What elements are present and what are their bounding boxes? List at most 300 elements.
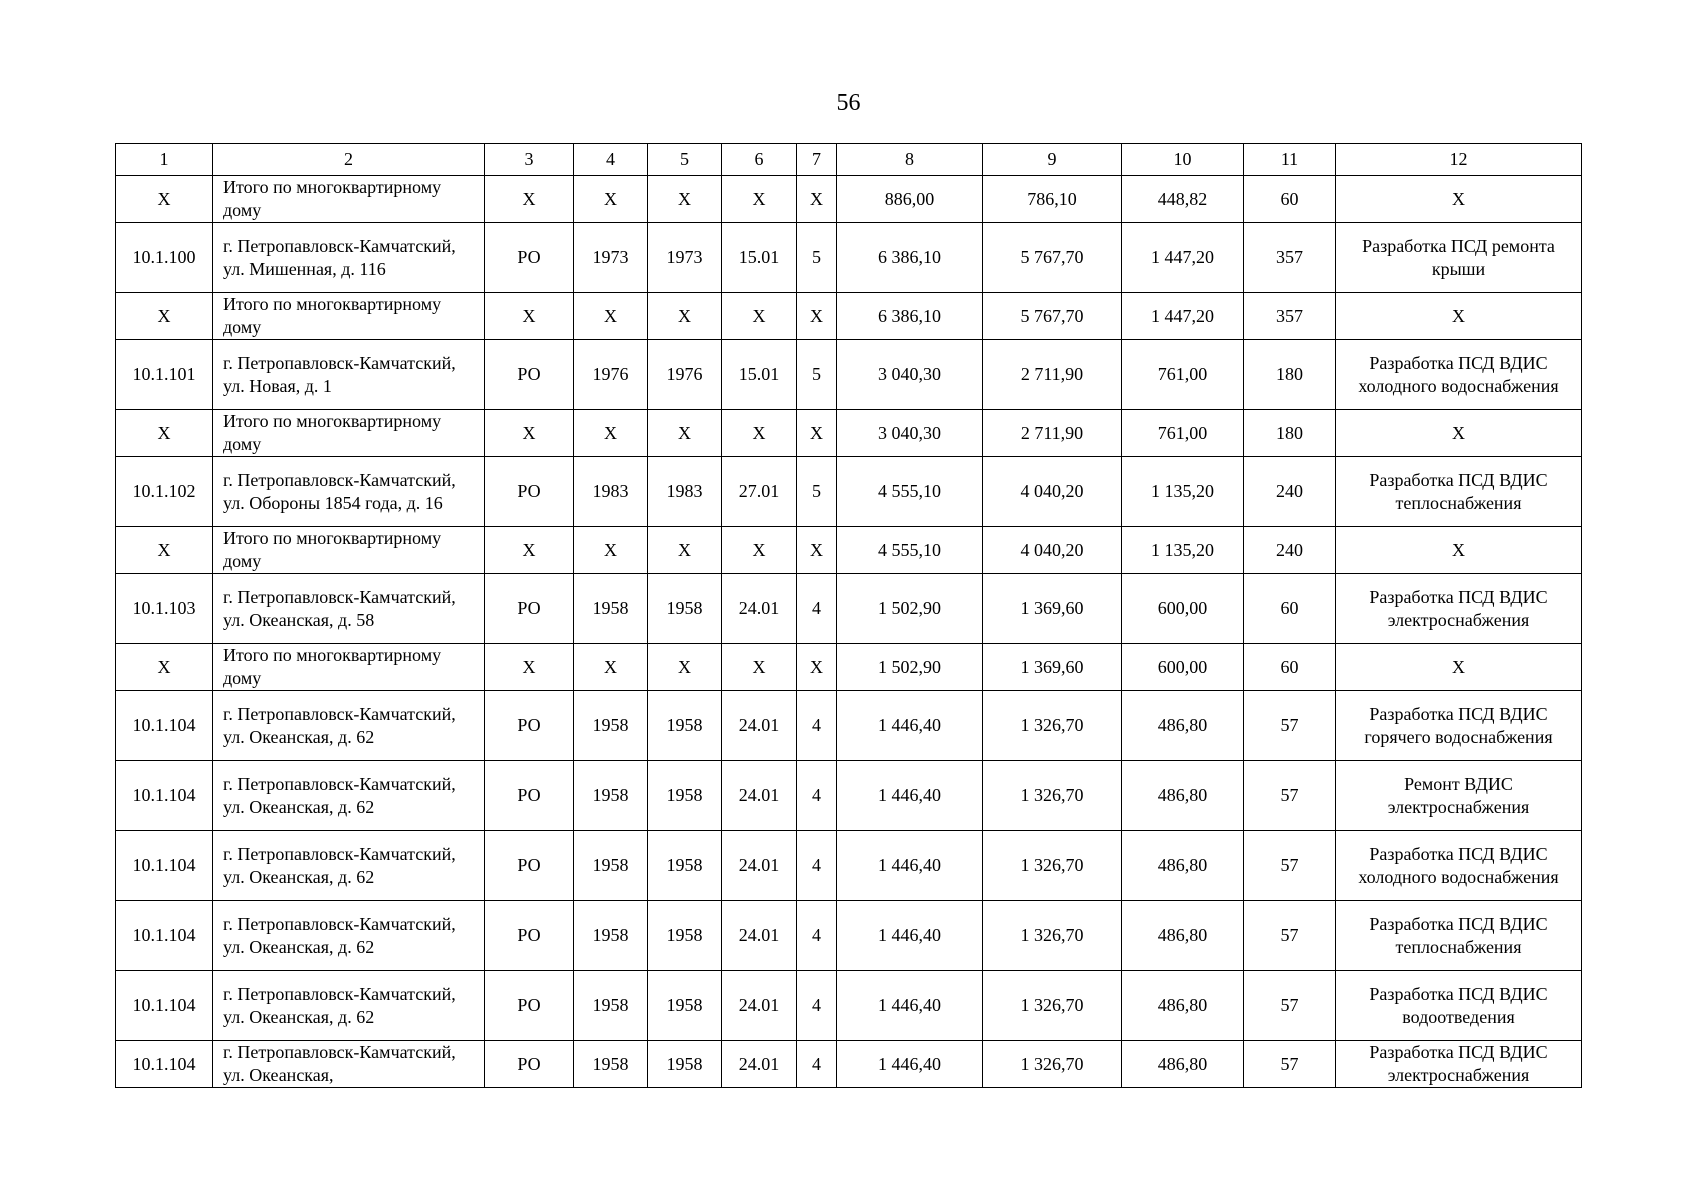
- work-type-text: Разработка ПСД ВДИС электроснабжения: [1369, 1042, 1548, 1085]
- owner-type-text: РО: [517, 247, 541, 267]
- floors-cell: [797, 901, 837, 971]
- floors-cell: [797, 971, 837, 1041]
- date-cell: [722, 901, 797, 971]
- owner-type-cell: [485, 761, 574, 831]
- year-built-cell: [574, 293, 648, 340]
- total-area-text: 3 040,30: [878, 364, 941, 384]
- year-built-text: 1958: [592, 1053, 629, 1074]
- floors-text: 4: [812, 855, 821, 875]
- living-area-cell: [983, 176, 1122, 223]
- column-number-cell: 4: [574, 144, 648, 176]
- address-text: г. Петропавловск-Камчатский, ул. Океанская,: [223, 1042, 456, 1085]
- residents-text: 57: [1280, 925, 1299, 945]
- cost-text: 486,80: [1157, 925, 1208, 945]
- owner-type-text: РО: [517, 715, 541, 735]
- year-commission-text: Х: [678, 188, 691, 209]
- date-text: 24.01: [738, 855, 780, 875]
- owner-type-cell: [485, 901, 574, 971]
- address-cell: [213, 223, 485, 293]
- residents-text: 57: [1280, 995, 1299, 1015]
- owner-type-cell: [485, 527, 574, 574]
- floors-cell: [797, 644, 837, 691]
- owner-type-cell: [485, 574, 574, 644]
- work-type-text: Разработка ПСД ВДИС теплоснабжения: [1369, 469, 1548, 513]
- year-built-cell: [574, 574, 648, 644]
- column-number-cell: 11: [1244, 144, 1336, 176]
- year-built-cell: [574, 831, 648, 901]
- house-total-row: [116, 527, 1582, 574]
- year-built-cell: [574, 223, 648, 293]
- year-commission-cell: [648, 574, 722, 644]
- date-text: 24.01: [738, 995, 780, 1015]
- column-number-cell: 6: [722, 144, 797, 176]
- address-text: Итого по многоквартирному дому: [223, 528, 442, 571]
- total-area-text: 4 555,10: [878, 481, 941, 501]
- date-text: 24.01: [738, 598, 780, 618]
- owner-type-text: Х: [522, 422, 536, 443]
- address-text: г. Петропавловск-Камчатский, ул. Океанская, д. 62: [223, 843, 456, 887]
- table-body: [116, 144, 1582, 1088]
- address-cell: [213, 971, 485, 1041]
- total-area-text: 3 040,30: [878, 422, 941, 443]
- year-commission-cell: [648, 644, 722, 691]
- cost-text: 761,00: [1157, 364, 1208, 384]
- residents-text: 57: [1280, 715, 1299, 735]
- living-area-cell: [983, 644, 1122, 691]
- row-id-text: Х: [157, 305, 171, 326]
- residents-text: 57: [1280, 1053, 1299, 1074]
- cost-text: 486,80: [1157, 995, 1208, 1015]
- year-commission-cell: [648, 1041, 722, 1088]
- address-cell: [213, 457, 485, 527]
- floors-cell: [797, 293, 837, 340]
- house-row: [116, 761, 1582, 831]
- owner-type-cell: [485, 1041, 574, 1088]
- year-commission-text: 1958: [666, 598, 703, 618]
- cost-text: 1 135,20: [1151, 539, 1214, 560]
- column-number-cell: 10: [1122, 144, 1244, 176]
- floors-cell: [797, 761, 837, 831]
- residents-cell: [1244, 527, 1336, 574]
- residents-cell: [1244, 176, 1336, 223]
- cost-text: 486,80: [1157, 785, 1208, 805]
- cost-cell: [1122, 457, 1244, 527]
- year-commission-text: 1958: [666, 785, 703, 805]
- work-type-cell: [1336, 176, 1582, 223]
- total-area-text: 1 446,40: [878, 855, 941, 875]
- owner-type-text: РО: [517, 598, 541, 618]
- total-area-text: 6 386,10: [878, 305, 941, 326]
- work-type-text: Разработка ПСД ремонта крыши: [1362, 235, 1555, 279]
- house-total-row: [116, 410, 1582, 457]
- total-area-text: 1 502,90: [878, 598, 941, 618]
- floors-text: 4: [812, 598, 821, 618]
- living-area-text: 4 040,20: [1020, 539, 1084, 560]
- owner-type-cell: [485, 691, 574, 761]
- work-type-cell: [1336, 527, 1582, 574]
- floors-text: Х: [810, 305, 823, 326]
- work-type-text: Разработка ПСД ВДИС холодного водоснабжения: [1358, 843, 1559, 887]
- work-type-text: Разработка ПСД ВДИС горячего водоснабжения: [1364, 703, 1553, 747]
- year-commission-text: 1976: [666, 364, 703, 384]
- floors-text: Х: [810, 422, 823, 443]
- living-area-text: 2 711,90: [1020, 422, 1084, 443]
- column-number-cell: 12: [1336, 144, 1582, 176]
- house-row: [116, 971, 1582, 1041]
- floors-cell: [797, 340, 837, 410]
- work-type-cell: [1336, 644, 1582, 691]
- row-id-cell: [116, 831, 213, 901]
- cost-text: 486,80: [1157, 1053, 1208, 1074]
- address-text: Итого по многоквартирному дому: [223, 177, 442, 220]
- total-area-cell: [837, 1041, 983, 1088]
- living-area-cell: [983, 761, 1122, 831]
- total-area-cell: [837, 410, 983, 457]
- work-type-cell: [1336, 457, 1582, 527]
- owner-type-text: РО: [517, 995, 541, 1015]
- living-area-cell: [983, 293, 1122, 340]
- total-area-cell: [837, 223, 983, 293]
- row-id-cell: [116, 1041, 213, 1088]
- living-area-text: 1 326,70: [1020, 715, 1084, 735]
- floors-text: 4: [812, 715, 821, 735]
- cost-cell: [1122, 1041, 1244, 1088]
- row-id-text: 10.1.104: [132, 855, 196, 875]
- total-area-cell: [837, 457, 983, 527]
- owner-type-text: Х: [522, 539, 536, 560]
- owner-type-text: РО: [517, 364, 541, 384]
- living-area-text: 1 369,60: [1020, 656, 1084, 677]
- year-commission-text: Х: [678, 305, 691, 326]
- year-commission-cell: [648, 410, 722, 457]
- living-area-text: 1 326,70: [1020, 995, 1084, 1015]
- year-built-cell: [574, 761, 648, 831]
- living-area-text: 5 767,70: [1020, 247, 1084, 267]
- total-area-cell: [837, 971, 983, 1041]
- year-built-text: Х: [604, 539, 617, 560]
- address-cell: [213, 527, 485, 574]
- living-area-text: 1 369,60: [1020, 598, 1084, 618]
- floors-cell: [797, 176, 837, 223]
- year-built-cell: [574, 1041, 648, 1088]
- column-number-cell: 2: [213, 144, 485, 176]
- row-id-cell: [116, 340, 213, 410]
- year-commission-text: Х: [678, 539, 691, 560]
- total-area-cell: [837, 527, 983, 574]
- living-area-text: 1 326,70: [1020, 1053, 1084, 1074]
- owner-type-cell: [485, 410, 574, 457]
- address-cell: [213, 691, 485, 761]
- house-total-row: [116, 644, 1582, 691]
- owner-type-text: Х: [522, 305, 536, 326]
- house-row: [116, 223, 1582, 293]
- residents-cell: [1244, 831, 1336, 901]
- living-area-cell: [983, 574, 1122, 644]
- register-table: [115, 143, 1582, 1088]
- column-number-cell: 9: [983, 144, 1122, 176]
- total-area-cell: [837, 644, 983, 691]
- residents-text: 357: [1276, 305, 1303, 326]
- year-built-text: 1958: [592, 995, 629, 1015]
- floors-cell: [797, 457, 837, 527]
- row-id-cell: [116, 691, 213, 761]
- owner-type-text: РО: [517, 925, 541, 945]
- address-cell: [213, 410, 485, 457]
- date-cell: [722, 410, 797, 457]
- year-built-cell: [574, 901, 648, 971]
- column-number-cell: 3: [485, 144, 574, 176]
- date-cell: [722, 223, 797, 293]
- living-area-text: 1 326,70: [1020, 925, 1084, 945]
- work-type-cell: [1336, 831, 1582, 901]
- residents-cell: [1244, 293, 1336, 340]
- residents-text: 357: [1276, 247, 1303, 267]
- date-cell: [722, 644, 797, 691]
- floors-text: 4: [812, 925, 821, 945]
- address-text: г. Петропавловск-Камчатский, ул. Мишенная, д. 116: [223, 235, 456, 279]
- year-built-text: Х: [604, 188, 617, 209]
- owner-type-text: Х: [522, 188, 536, 209]
- living-area-text: 5 767,70: [1020, 305, 1084, 326]
- total-area-cell: [837, 761, 983, 831]
- work-type-cell: [1336, 293, 1582, 340]
- total-area-cell: [837, 691, 983, 761]
- total-area-text: 1 446,40: [878, 1053, 941, 1074]
- owner-type-text: РО: [517, 1053, 541, 1074]
- date-cell: [722, 574, 797, 644]
- row-id-text: 10.1.104: [132, 925, 196, 945]
- year-commission-cell: [648, 691, 722, 761]
- living-area-cell: [983, 691, 1122, 761]
- cost-text: 486,80: [1157, 715, 1208, 735]
- address-cell: [213, 340, 485, 410]
- year-built-cell: [574, 971, 648, 1041]
- total-area-cell: [837, 293, 983, 340]
- column-number-cell: 1: [116, 144, 213, 176]
- date-text: 24.01: [738, 785, 780, 805]
- residents-cell: [1244, 971, 1336, 1041]
- residents-text: 60: [1280, 656, 1299, 677]
- row-id-text: 10.1.100: [132, 247, 196, 267]
- floors-cell: [797, 831, 837, 901]
- living-area-text: 1 326,70: [1020, 785, 1084, 805]
- year-commission-cell: [648, 176, 722, 223]
- work-type-cell: [1336, 691, 1582, 761]
- year-built-cell: [574, 527, 648, 574]
- row-id-cell: [116, 176, 213, 223]
- owner-type-cell: [485, 340, 574, 410]
- column-number-cell: 7: [797, 144, 837, 176]
- address-cell: [213, 831, 485, 901]
- year-commission-cell: [648, 901, 722, 971]
- year-commission-text: Х: [678, 422, 691, 443]
- year-commission-cell: [648, 340, 722, 410]
- cost-cell: [1122, 971, 1244, 1041]
- living-area-text: 2 711,90: [1020, 364, 1084, 384]
- row-id-text: Х: [157, 656, 171, 677]
- year-commission-cell: [648, 831, 722, 901]
- date-cell: [722, 457, 797, 527]
- work-type-cell: [1336, 223, 1582, 293]
- year-commission-cell: [648, 457, 722, 527]
- year-built-text: Х: [604, 305, 617, 326]
- column-number-cell: 5: [648, 144, 722, 176]
- floors-text: Х: [810, 539, 823, 560]
- living-area-cell: [983, 457, 1122, 527]
- year-built-cell: [574, 691, 648, 761]
- date-cell: [722, 761, 797, 831]
- year-commission-text: 1958: [666, 855, 703, 875]
- year-commission-cell: [648, 527, 722, 574]
- address-text: Итого по многоквартирному дому: [223, 294, 442, 337]
- work-type-cell: [1336, 1041, 1582, 1088]
- cost-cell: [1122, 761, 1244, 831]
- residents-text: 57: [1280, 785, 1299, 805]
- total-area-cell: [837, 831, 983, 901]
- cost-cell: [1122, 340, 1244, 410]
- residents-cell: [1244, 1041, 1336, 1088]
- cost-text: 448,82: [1157, 188, 1208, 209]
- house-row: [116, 691, 1582, 761]
- floors-text: Х: [810, 656, 823, 677]
- floors-cell: [797, 574, 837, 644]
- address-cell: [213, 901, 485, 971]
- work-type-cell: [1336, 901, 1582, 971]
- row-id-cell: [116, 761, 213, 831]
- row-id-text: 10.1.104: [132, 995, 196, 1015]
- row-id-cell: [116, 901, 213, 971]
- address-text: г. Петропавловск-Камчатский, ул. Океанская, д. 58: [223, 586, 456, 630]
- residents-text: 240: [1276, 539, 1303, 560]
- cost-text: 486,80: [1157, 855, 1208, 875]
- work-type-cell: [1336, 971, 1582, 1041]
- address-cell: [213, 176, 485, 223]
- floors-cell: [797, 527, 837, 574]
- address-text: Итого по многоквартирному дому: [223, 411, 442, 454]
- total-area-text: 886,00: [884, 188, 935, 209]
- cost-text: 761,00: [1157, 422, 1208, 443]
- owner-type-cell: [485, 223, 574, 293]
- owner-type-cell: [485, 644, 574, 691]
- house-row: [116, 574, 1582, 644]
- date-text: 24.01: [738, 925, 780, 945]
- row-id-cell: [116, 410, 213, 457]
- row-id-text: 10.1.101: [132, 364, 196, 384]
- address-cell: [213, 644, 485, 691]
- residents-cell: [1244, 691, 1336, 761]
- year-built-cell: [574, 176, 648, 223]
- row-id-text: 10.1.104: [132, 1053, 196, 1074]
- year-built-text: 1958: [592, 925, 629, 945]
- year-commission-text: 1958: [666, 1053, 703, 1074]
- year-built-cell: [574, 410, 648, 457]
- floors-cell: [797, 691, 837, 761]
- year-built-cell: [574, 340, 648, 410]
- living-area-text: 786,10: [1027, 188, 1077, 209]
- cost-cell: [1122, 691, 1244, 761]
- date-text: Х: [752, 656, 766, 677]
- work-type-cell: [1336, 761, 1582, 831]
- date-cell: [722, 831, 797, 901]
- date-text: Х: [752, 188, 766, 209]
- column-number-row: [116, 144, 1582, 176]
- owner-type-text: Х: [522, 656, 536, 677]
- cost-cell: [1122, 644, 1244, 691]
- cost-text: 600,00: [1157, 598, 1208, 618]
- date-cell: [722, 1041, 797, 1088]
- date-text: 27.01: [738, 481, 780, 501]
- living-area-text: 4 040,20: [1020, 481, 1084, 501]
- cost-text: 1 135,20: [1151, 481, 1214, 501]
- residents-cell: [1244, 410, 1336, 457]
- living-area-cell: [983, 223, 1122, 293]
- row-id-cell: [116, 293, 213, 340]
- cost-cell: [1122, 901, 1244, 971]
- living-area-cell: [983, 831, 1122, 901]
- owner-type-text: РО: [517, 855, 541, 875]
- floors-text: 4: [812, 995, 821, 1015]
- total-area-text: 1 446,40: [878, 925, 941, 945]
- residents-cell: [1244, 223, 1336, 293]
- work-type-text: Разработка ПСД ВДИС водоотведения: [1369, 983, 1548, 1027]
- owner-type-cell: [485, 457, 574, 527]
- house-row: [116, 831, 1582, 901]
- residents-text: 240: [1276, 481, 1303, 501]
- date-cell: [722, 971, 797, 1041]
- date-cell: [722, 293, 797, 340]
- row-id-cell: [116, 457, 213, 527]
- year-built-text: 1973: [592, 247, 629, 267]
- address-cell: [213, 574, 485, 644]
- address-text: г. Петропавловск-Камчатский, ул. Океанская, д. 62: [223, 913, 456, 957]
- row-id-text: 10.1.104: [132, 715, 196, 735]
- address-text: г. Петропавловск-Камчатский, ул. Океанская, д. 62: [223, 983, 456, 1027]
- year-commission-text: 1983: [666, 481, 703, 501]
- year-commission-cell: [648, 293, 722, 340]
- owner-type-cell: [485, 971, 574, 1041]
- year-commission-text: 1958: [666, 925, 703, 945]
- residents-text: 57: [1280, 855, 1299, 875]
- date-text: Х: [752, 305, 766, 326]
- floors-text: 5: [812, 481, 821, 501]
- living-area-cell: [983, 527, 1122, 574]
- cost-cell: [1122, 574, 1244, 644]
- row-id-text: Х: [157, 539, 171, 560]
- work-type-cell: [1336, 340, 1582, 410]
- living-area-cell: [983, 971, 1122, 1041]
- page-number: 56: [836, 90, 861, 116]
- row-id-text: 10.1.103: [132, 598, 196, 618]
- row-id-cell: [116, 971, 213, 1041]
- address-cell: [213, 1041, 485, 1088]
- living-area-cell: [983, 1041, 1122, 1088]
- owner-type-cell: [485, 831, 574, 901]
- residents-cell: [1244, 761, 1336, 831]
- floors-text: 5: [812, 247, 821, 267]
- year-built-text: Х: [604, 422, 617, 443]
- owner-type-cell: [485, 293, 574, 340]
- house-row: [116, 457, 1582, 527]
- work-type-text: Х: [1452, 305, 1465, 326]
- year-commission-cell: [648, 223, 722, 293]
- cost-text: 1 447,20: [1151, 305, 1214, 326]
- row-id-cell: [116, 574, 213, 644]
- work-type-text: Разработка ПСД ВДИС теплоснабжения: [1369, 913, 1548, 957]
- total-area-text: 1 502,90: [878, 656, 941, 677]
- row-id-cell: [116, 223, 213, 293]
- living-area-cell: [983, 410, 1122, 457]
- total-area-text: 4 555,10: [878, 539, 941, 560]
